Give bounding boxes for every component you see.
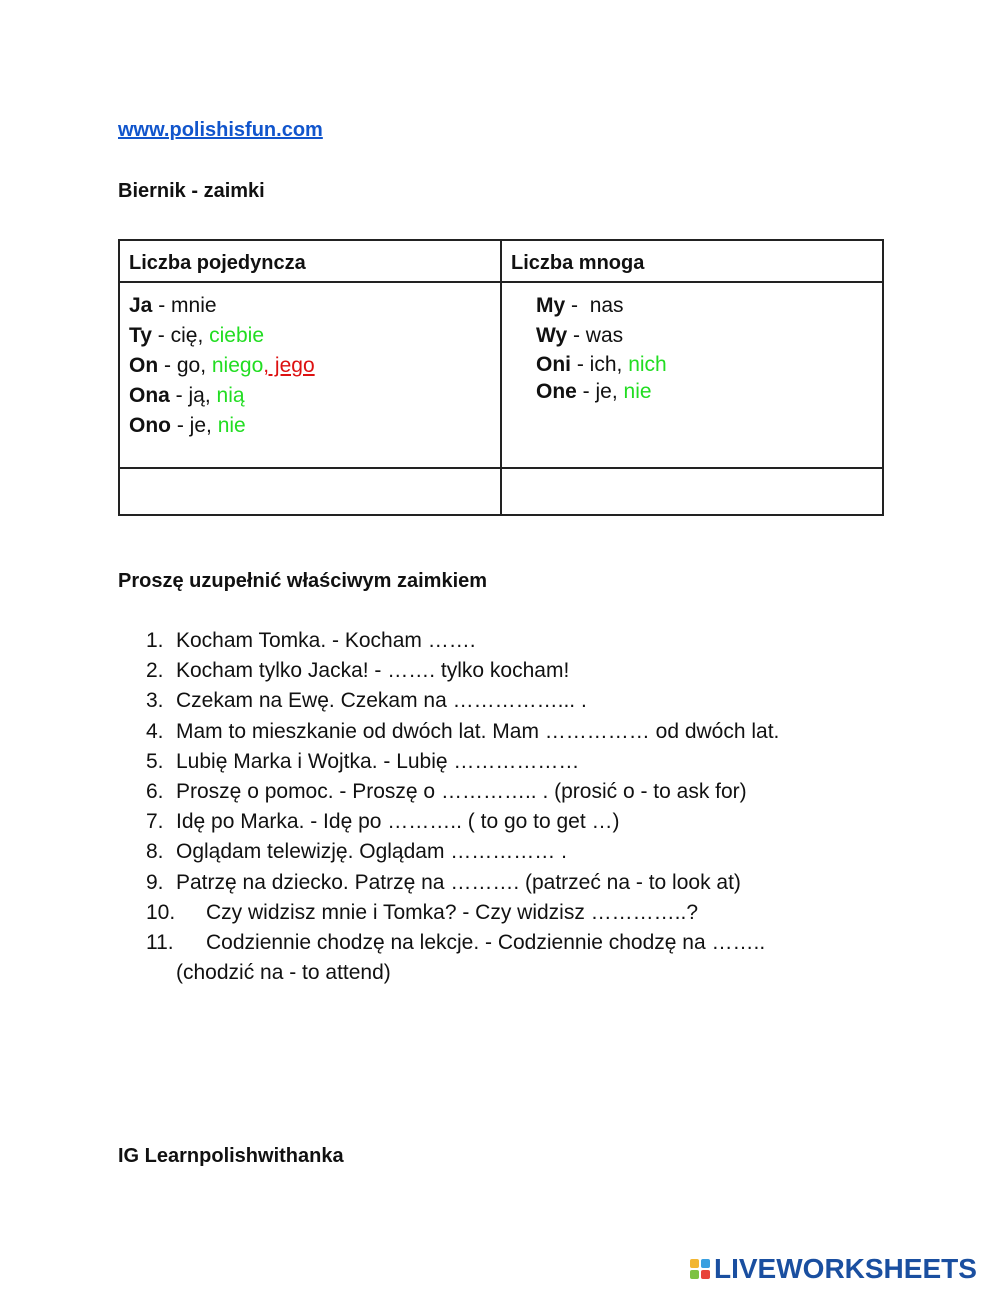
pronoun-form: mnie bbox=[171, 294, 217, 317]
separator: - bbox=[567, 324, 586, 347]
exercise-item bbox=[146, 626, 779, 656]
item-text: Czy widzisz mnie i Tomka? - Czy widzisz …………..? bbox=[206, 900, 699, 924]
pronoun: Ona bbox=[129, 384, 170, 407]
logo-square bbox=[690, 1270, 699, 1279]
exercise-item bbox=[146, 868, 779, 898]
pronoun: My bbox=[536, 294, 566, 317]
item-text: Oglądam telewizję. Oglądam …………… . bbox=[176, 840, 567, 864]
pronoun: Ty bbox=[129, 324, 152, 347]
pronoun: Oni bbox=[536, 353, 571, 376]
exercise-list bbox=[146, 626, 779, 988]
item-number: 2. bbox=[146, 659, 164, 683]
pronoun-form: niego bbox=[211, 354, 264, 377]
item-number: 5. bbox=[146, 749, 164, 773]
exercise-item bbox=[146, 898, 779, 928]
item-text: Czekam na Ewę. Czekam na ……………... . bbox=[176, 689, 587, 713]
pronoun: Wy bbox=[536, 324, 568, 347]
separator: - bbox=[565, 294, 590, 317]
item-text: Proszę o pomoc. - Proszę o ………….. . (prosić o - to ask for) bbox=[176, 780, 747, 804]
item-text: Idę po Marka. - Idę po ……….. ( to go to get …) bbox=[176, 810, 620, 834]
liveworksheets-logo-icon bbox=[690, 1259, 710, 1279]
pronoun-form: nie bbox=[623, 380, 652, 403]
item-number: 9. bbox=[146, 870, 164, 894]
pronoun-form: je, bbox=[189, 414, 218, 437]
item-number: 3. bbox=[146, 689, 164, 713]
empty-cell bbox=[501, 468, 883, 515]
item-text: Mam to mieszkanie od dwóch lat. Mam …………… od dwóch lat. bbox=[176, 719, 780, 743]
exercise-item bbox=[146, 807, 779, 837]
page-title: Biernik - zaimki bbox=[118, 180, 265, 202]
website-link[interactable]: www.polishisfun.com bbox=[118, 119, 323, 141]
item-text: Codziennie chodzę na lekcje. - Codziennie chodzę na …….. bbox=[206, 931, 766, 955]
pronoun-form: go, bbox=[176, 354, 212, 377]
item-number: 8. bbox=[146, 840, 164, 864]
pronoun-form: ich, bbox=[589, 353, 629, 376]
pronoun-row bbox=[536, 351, 882, 378]
pronoun-form: nie bbox=[217, 414, 246, 437]
exercise-heading: Proszę uzupełnić właściwym zaimkiem bbox=[118, 570, 488, 592]
item-text: Kocham tylko Jacka! - ……. tylko kocham! bbox=[176, 659, 570, 683]
pronoun-row bbox=[129, 321, 500, 351]
liveworksheets-brand bbox=[690, 1254, 977, 1284]
pronoun: On bbox=[129, 354, 159, 377]
pronoun-table bbox=[118, 239, 884, 516]
pronoun-form: ją, bbox=[188, 384, 217, 407]
pronoun-form: was bbox=[585, 324, 624, 347]
separator: - bbox=[152, 294, 172, 317]
pronoun-form: ciebie bbox=[209, 324, 265, 347]
plural-cell bbox=[501, 282, 883, 468]
exercise-item bbox=[146, 747, 779, 777]
pronoun-form: nas bbox=[589, 294, 624, 317]
pronoun-form: nich bbox=[628, 353, 667, 376]
item-number: 6. bbox=[146, 780, 164, 804]
pronoun: Ono bbox=[129, 414, 171, 437]
brand-name: LIVEWORKSHEETS bbox=[714, 1253, 977, 1284]
pronoun-form: , jego bbox=[263, 354, 315, 377]
pronoun: One bbox=[536, 380, 577, 403]
item-text: Lubię Marka i Wojtka. - Lubię ……………… bbox=[176, 749, 580, 773]
pronoun-row bbox=[129, 381, 500, 411]
item-text: Patrzę na dziecko. Patrzę na ………. (patrzeć na - to look at) bbox=[176, 870, 741, 894]
item-number: 11. bbox=[146, 931, 174, 955]
logo-square bbox=[701, 1259, 710, 1268]
separator: - bbox=[171, 414, 190, 437]
table-header-plural: Liczba mnoga bbox=[501, 240, 883, 282]
pronoun-form: je, bbox=[595, 380, 624, 403]
separator: - bbox=[571, 353, 590, 376]
item-text: Kocham Tomka. - Kocham ……. bbox=[176, 629, 476, 652]
table-header-singular: Liczba pojedyncza bbox=[119, 240, 501, 282]
exercise-item bbox=[146, 777, 779, 807]
exercise-item bbox=[146, 928, 779, 958]
logo-square bbox=[701, 1270, 710, 1279]
item-continuation: (chodzić na - to attend) bbox=[176, 961, 391, 985]
logo-square bbox=[690, 1259, 699, 1268]
pronoun-row bbox=[129, 291, 500, 321]
pronoun-form: nią bbox=[216, 384, 245, 407]
singular-cell bbox=[119, 282, 501, 468]
exercise-item bbox=[146, 717, 779, 747]
pronoun-row bbox=[536, 291, 882, 321]
item-number: 1. bbox=[146, 629, 164, 652]
separator: - bbox=[576, 380, 596, 403]
item-number: 10. bbox=[146, 900, 176, 924]
pronoun-row bbox=[536, 321, 882, 351]
separator: - bbox=[169, 384, 189, 407]
exercise-item bbox=[146, 837, 779, 867]
pronoun-row bbox=[536, 378, 882, 405]
instagram-handle: IG Learnpolishwithanka bbox=[118, 1145, 344, 1167]
pronoun-row bbox=[129, 411, 500, 441]
separator: - bbox=[158, 354, 177, 377]
pronoun-form: cię, bbox=[170, 324, 210, 347]
empty-cell bbox=[119, 468, 501, 515]
pronoun: Ja bbox=[129, 294, 153, 317]
pronoun-row bbox=[129, 351, 500, 381]
item-number: 4. bbox=[146, 719, 164, 743]
separator: - bbox=[151, 324, 171, 347]
exercise-item bbox=[146, 686, 779, 716]
exercise-item bbox=[146, 656, 779, 686]
item-number: 7. bbox=[146, 810, 164, 834]
